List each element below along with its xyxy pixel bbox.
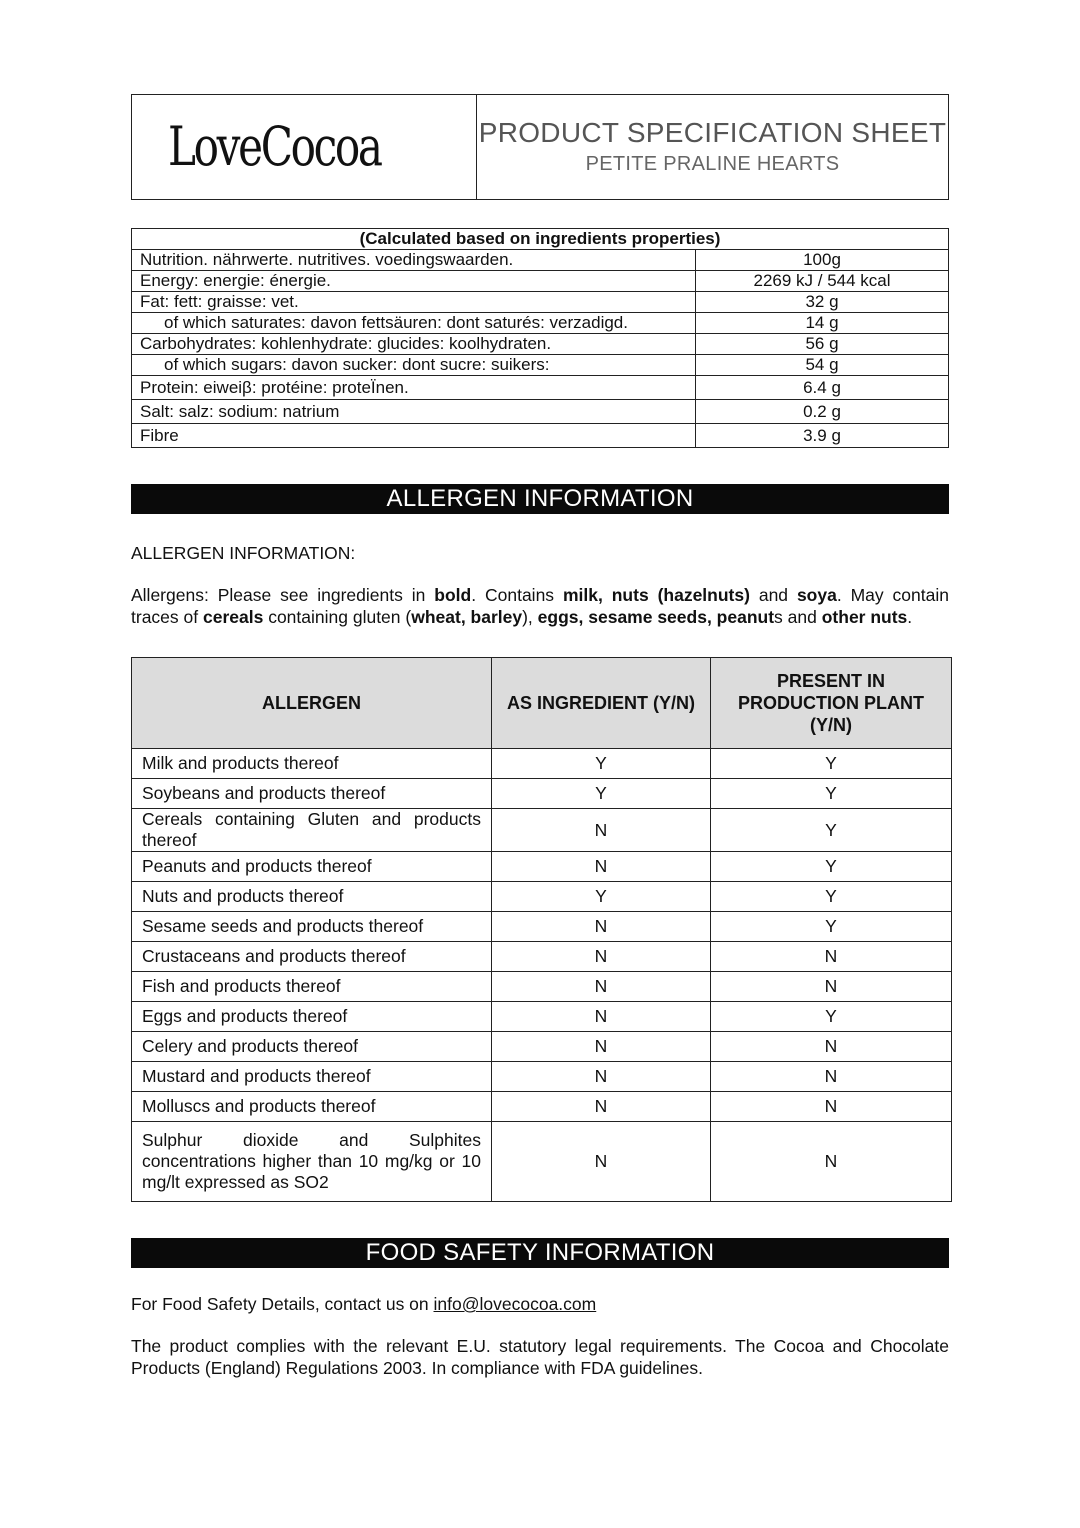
table-row bbox=[132, 912, 952, 942]
allergen-name: Soybeans and products thereof bbox=[132, 779, 492, 809]
production-plant-value: Y bbox=[711, 882, 952, 912]
nutrition-value: 14 g bbox=[696, 313, 949, 334]
bold-text: soya bbox=[796, 585, 837, 605]
as-ingredient-value: Y bbox=[492, 749, 711, 779]
table-row bbox=[132, 1062, 952, 1092]
text-run: . bbox=[907, 607, 913, 627]
production-plant-value: N bbox=[711, 1062, 952, 1092]
column-header-production-plant: PRESENT IN PRODUCTION PLANT (Y/N) bbox=[711, 658, 952, 749]
table-row bbox=[132, 882, 952, 912]
compliance-statement: The product complies with the relevant E.U. statutory legal requirements. The Cocoa and Chocolate Products (England) Regulations 2003. In compliance with FDA guidelines. bbox=[131, 1336, 949, 1378]
text-run: s and bbox=[774, 607, 822, 627]
nutrition-table bbox=[131, 228, 949, 448]
production-plant-value: Y bbox=[711, 779, 952, 809]
table-row bbox=[132, 942, 952, 972]
table-row bbox=[132, 1122, 952, 1202]
allergen-header-row bbox=[132, 658, 952, 749]
bold-text: milk, nuts (hazelnuts) bbox=[562, 585, 750, 605]
nutrition-label: Fat: fett: graisse: vet. bbox=[132, 292, 696, 313]
allergen-name: Sulphur dioxide and Sulphites concentrations higher than 10 mg/kg or 10 mg/lt expressed as SO2 bbox=[132, 1122, 492, 1202]
as-ingredient-value: N bbox=[492, 972, 711, 1002]
text-run: . Contains bbox=[471, 585, 563, 605]
allergen-statement bbox=[131, 584, 949, 628]
table-row bbox=[132, 250, 949, 271]
production-plant-value: N bbox=[711, 1032, 952, 1062]
as-ingredient-value: N bbox=[492, 1062, 711, 1092]
table-row bbox=[132, 376, 949, 400]
text-run: Allergens: Please see ingredients in bbox=[131, 585, 435, 605]
table-row bbox=[132, 271, 949, 292]
nutrition-label: Energy: energie: énergie. bbox=[132, 271, 696, 292]
allergen-name: Nuts and products thereof bbox=[132, 882, 492, 912]
allergen-name: Peanuts and products thereof bbox=[132, 852, 492, 882]
table-row bbox=[132, 424, 949, 448]
text-run: and bbox=[749, 585, 797, 605]
allergen-name: Cereals containing Gluten and products thereof bbox=[132, 809, 492, 852]
as-ingredient-value: N bbox=[492, 1002, 711, 1032]
brand-logo: LoveCocoa bbox=[168, 115, 381, 178]
bold-text: wheat, barley bbox=[411, 607, 523, 627]
table-row bbox=[132, 1092, 952, 1122]
food-safety-section-bar: FOOD SAFETY INFORMATION bbox=[131, 1238, 949, 1268]
allergen-name: Crustaceans and products thereof bbox=[132, 942, 492, 972]
table-row bbox=[132, 1032, 952, 1062]
production-plant-value: Y bbox=[711, 852, 952, 882]
table-row bbox=[132, 852, 952, 882]
nutrition-label: Carbohydrates: kohlenhydrate: glucides: koolhydraten. bbox=[132, 334, 696, 355]
logo-cell bbox=[132, 95, 477, 199]
bold-text: bold bbox=[434, 585, 472, 605]
table-row bbox=[132, 292, 949, 313]
food-safety-contact bbox=[131, 1293, 949, 1315]
nutrition-caption: (Calculated based on ingredients properties) bbox=[132, 229, 949, 250]
nutrition-label: of which sugars: davon sucker: dont sucre: suikers: bbox=[132, 355, 696, 376]
bold-text: eggs, sesame seeds, peanut bbox=[537, 607, 775, 627]
allergen-name: Molluscs and products thereof bbox=[132, 1092, 492, 1122]
as-ingredient-value: Y bbox=[492, 882, 711, 912]
as-ingredient-value: Y bbox=[492, 779, 711, 809]
table-row bbox=[132, 355, 949, 376]
nutrition-label: of which saturates: davon fettsäuren: dont saturés: verzadigd. bbox=[132, 313, 696, 334]
text-run: . May contain traces of bbox=[131, 585, 949, 627]
as-ingredient-value: N bbox=[492, 852, 711, 882]
nutrition-label: Nutrition. nährwerte. nutritives. voedingswaarden. bbox=[132, 250, 696, 271]
table-row bbox=[132, 749, 952, 779]
production-plant-value: N bbox=[711, 972, 952, 1002]
nutrition-label: Protein: eiweiβ: protéine: proteÏnen. bbox=[132, 376, 696, 400]
as-ingredient-value: N bbox=[492, 1032, 711, 1062]
column-header-allergen: ALLERGEN bbox=[132, 658, 492, 749]
allergen-heading: ALLERGEN INFORMATION: bbox=[131, 543, 356, 563]
title-cell bbox=[477, 95, 948, 199]
production-plant-value: Y bbox=[711, 809, 952, 852]
table-row bbox=[132, 779, 952, 809]
allergen-name: Sesame seeds and products thereof bbox=[132, 912, 492, 942]
email-link[interactable]: info@lovecocoa.com bbox=[433, 1294, 597, 1314]
nutrition-value: 3.9 g bbox=[696, 424, 949, 448]
text-run: containing gluten ( bbox=[263, 607, 412, 627]
as-ingredient-value: N bbox=[492, 1122, 711, 1202]
table-row bbox=[132, 809, 952, 852]
nutrition-label: Salt: salz: sodium: natrium bbox=[132, 400, 696, 424]
nutrition-value: 100g bbox=[696, 250, 949, 271]
table-row bbox=[132, 1002, 952, 1032]
allergen-name: Eggs and products thereof bbox=[132, 1002, 492, 1032]
allergen-name: Mustard and products thereof bbox=[132, 1062, 492, 1092]
allergen-section-bar: ALLERGEN INFORMATION bbox=[131, 484, 949, 514]
nutrition-value: 32 g bbox=[696, 292, 949, 313]
production-plant-value: N bbox=[711, 942, 952, 972]
column-header-as-ingredient: AS INGREDIENT (Y/N) bbox=[492, 658, 711, 749]
production-plant-value: Y bbox=[711, 749, 952, 779]
production-plant-value: N bbox=[711, 1122, 952, 1202]
allergen-table bbox=[131, 657, 952, 1202]
header-box bbox=[131, 94, 949, 200]
production-plant-value: Y bbox=[711, 1002, 952, 1032]
as-ingredient-value: N bbox=[492, 1092, 711, 1122]
production-plant-value: Y bbox=[711, 912, 952, 942]
bold-text: other nuts bbox=[821, 607, 908, 627]
allergen-name: Celery and products thereof bbox=[132, 1032, 492, 1062]
as-ingredient-value: N bbox=[492, 809, 711, 852]
allergen-name: Milk and products thereof bbox=[132, 749, 492, 779]
nutrition-value: 6.4 g bbox=[696, 376, 949, 400]
table-row bbox=[132, 313, 949, 334]
product-name: PETITE PRALINE HEARTS bbox=[585, 152, 840, 175]
as-ingredient-value: N bbox=[492, 912, 711, 942]
nutrition-value: 54 g bbox=[696, 355, 949, 376]
text-run: ), bbox=[522, 607, 538, 627]
nutrition-value: 56 g bbox=[696, 334, 949, 355]
document-title: PRODUCT SPECIFICATION SHEET bbox=[478, 117, 947, 149]
nutrition-label: Fibre bbox=[132, 424, 696, 448]
table-row bbox=[132, 334, 949, 355]
nutrition-value: 2269 kJ / 544 kcal bbox=[696, 271, 949, 292]
as-ingredient-value: N bbox=[492, 942, 711, 972]
table-row bbox=[132, 972, 952, 1002]
contact-text: For Food Safety Details, contact us on bbox=[131, 1294, 434, 1314]
table-row bbox=[132, 400, 949, 424]
nutrition-caption-row bbox=[132, 229, 949, 250]
nutrition-value: 0.2 g bbox=[696, 400, 949, 424]
bold-text: cereals bbox=[202, 607, 264, 627]
allergen-name: Fish and products thereof bbox=[132, 972, 492, 1002]
production-plant-value: N bbox=[711, 1092, 952, 1122]
